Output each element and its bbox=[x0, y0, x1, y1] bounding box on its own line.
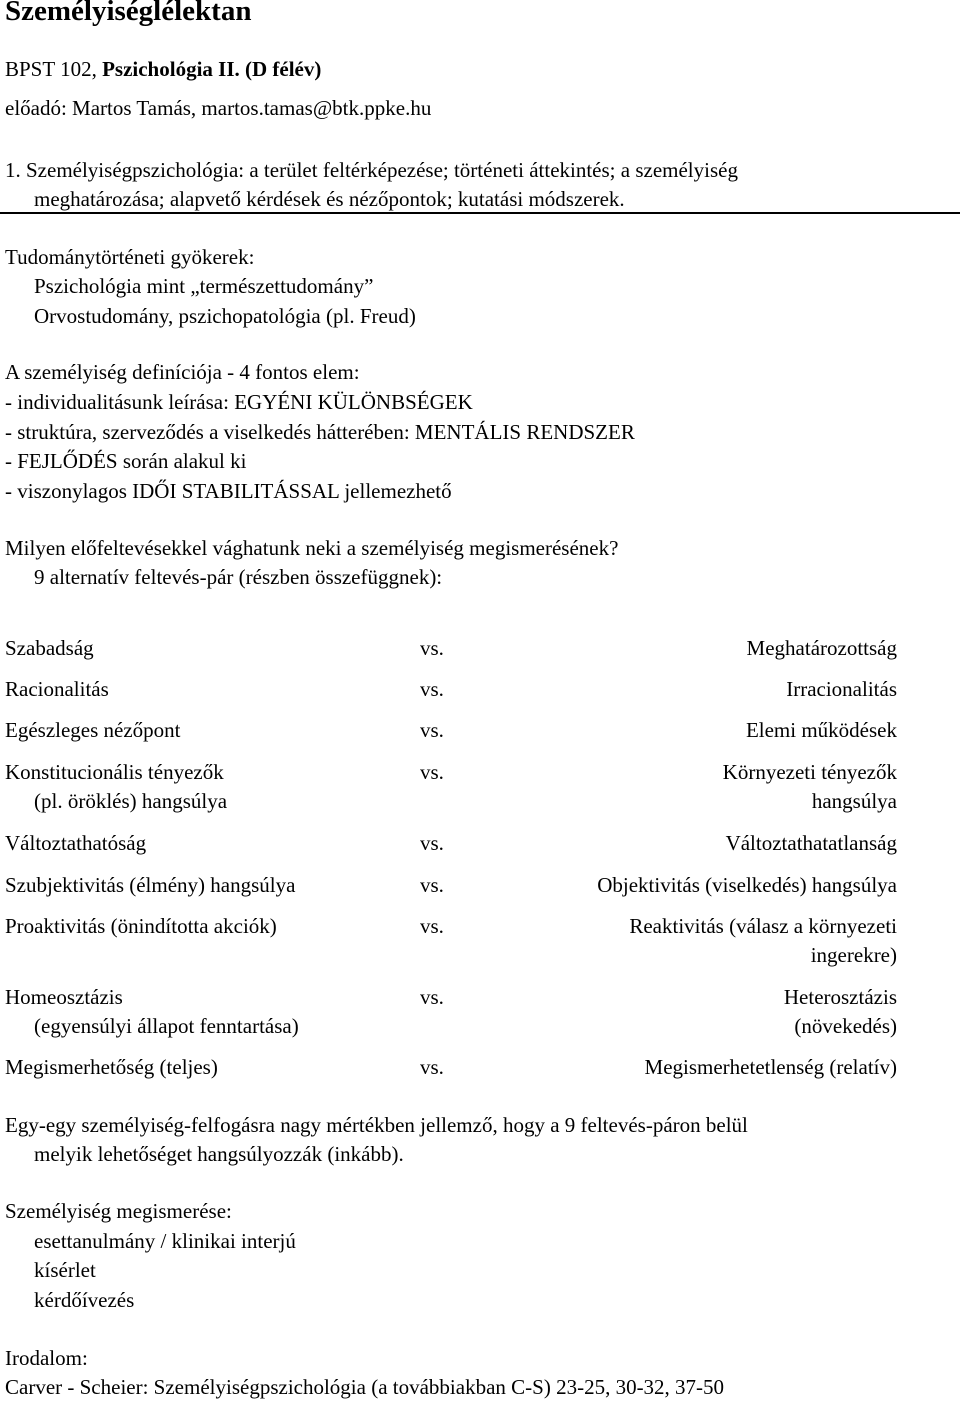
topic-line-1: 1. Személyiségpszichológia: a terület feltérképezése; történeti áttekintés; a személyiség bbox=[5, 158, 738, 182]
pair-vs: vs. bbox=[420, 985, 444, 1009]
pair-left: Racionalitás bbox=[5, 677, 109, 701]
roots-heading: Tudománytörténeti gyökerek: bbox=[5, 245, 255, 269]
course-code: BPST 102, bbox=[5, 57, 103, 81]
pair-vs: vs. bbox=[420, 718, 444, 742]
pair-right: Irracionalitás bbox=[786, 677, 897, 701]
pair-vs: vs. bbox=[420, 677, 444, 701]
pair-left-continued: (pl. öröklés) hangsúlya bbox=[34, 789, 228, 813]
pair-vs: vs. bbox=[420, 760, 444, 784]
pair-left: Megismerhetőség (teljes) bbox=[5, 1055, 218, 1079]
pair-vs: vs. bbox=[420, 831, 444, 855]
pair-right: Objektivitás (viselkedés) hangsúlya bbox=[597, 873, 897, 897]
pair-left: Szubjektivitás (élmény) hangsúlya bbox=[5, 873, 296, 897]
pair-left-continued: (egyensúlyi állapot fenntartása) bbox=[34, 1014, 299, 1038]
pair-left: Változtathatóság bbox=[5, 831, 147, 855]
pair-left: Egészleges nézőpont bbox=[5, 718, 181, 742]
methods-heading: Személyiség megismerése: bbox=[5, 1199, 232, 1223]
pair-vs: vs. bbox=[420, 636, 444, 660]
course-name: Pszichológia II. (D félév) bbox=[102, 57, 322, 81]
pair-right-continued: ingerekre) bbox=[810, 943, 897, 967]
pair-vs: vs. bbox=[420, 873, 444, 897]
pair-left: Homeosztázis bbox=[5, 985, 123, 1009]
question-line-1: Milyen előfeltevésekkel vághatunk neki a személyiség megismerésének? bbox=[5, 536, 619, 560]
definition-item: - FEJLŐDÉS során alakul ki bbox=[5, 449, 247, 473]
definition-item: - individualitásunk leírása: EGYÉNI KÜLÖNBSÉGEK bbox=[5, 390, 473, 414]
definition-item: - viszonylagos IDŐI STABILITÁSSAL jellemezhető bbox=[5, 479, 452, 503]
pair-right-continued: (növekedés) bbox=[794, 1014, 897, 1038]
roots-item: Orvostudomány, pszichopatológia (pl. Freud) bbox=[34, 304, 416, 328]
course-line bbox=[5, 54, 321, 84]
question-line-2: 9 alternatív feltevés-pár (részben összefüggnek): bbox=[34, 565, 443, 589]
pair-right: Változtathatatlanság bbox=[725, 831, 897, 855]
pair-vs: vs. bbox=[420, 1055, 444, 1079]
lecturer-line: előadó: Martos Tamás, martos.tamas@btk.ppke.hu bbox=[5, 96, 432, 120]
topic-line-2: meghatározása; alapvető kérdések és nézőpontok; kutatási módszerek. bbox=[34, 187, 625, 211]
pair-left: Szabadság bbox=[5, 636, 94, 660]
literature-text: Carver - Scheier: Személyiségpszichológia (a továbbiakban C-S) 23-25, 30-32, 37-50 bbox=[5, 1375, 725, 1399]
page-title: Személyiséglélektan bbox=[5, 0, 252, 27]
definition-heading: A személyiség definíciója - 4 fontos elem: bbox=[5, 360, 360, 384]
pair-right: Meghatározottság bbox=[746, 636, 897, 660]
pair-left: Konstitucionális tényezők bbox=[5, 760, 224, 784]
summary-line-1: Egy-egy személyiség-felfogásra nagy mértékben jellemző, hogy a 9 feltevés-páron belül bbox=[5, 1113, 748, 1137]
methods-item: kísérlet bbox=[34, 1258, 96, 1282]
literature-heading: Irodalom: bbox=[5, 1346, 88, 1370]
pair-right: Megismerhetetlenség (relatív) bbox=[644, 1055, 897, 1079]
pair-right: Elemi működések bbox=[745, 718, 897, 742]
pair-left: Proaktivitás (önindította akciók) bbox=[5, 914, 277, 938]
pair-right: Heterosztázis bbox=[783, 985, 897, 1009]
pair-right-continued: hangsúlya bbox=[811, 789, 897, 813]
methods-item: kérdőívezés bbox=[34, 1288, 135, 1312]
pair-right: Környezeti tényezők bbox=[722, 760, 897, 784]
divider bbox=[0, 212, 960, 214]
pair-vs: vs. bbox=[420, 914, 444, 938]
definition-item: - struktúra, szerveződés a viselkedés hátterében: MENTÁLIS RENDSZER bbox=[5, 420, 635, 444]
methods-item: esettanulmány / klinikai interjú bbox=[34, 1229, 296, 1253]
summary-line-2: melyik lehetőséget hangsúlyozzák (inkább). bbox=[34, 1142, 404, 1166]
roots-item: Pszichológia mint „természettudomány” bbox=[34, 274, 374, 298]
pair-right: Reaktivitás (válasz a környezeti bbox=[629, 914, 897, 938]
